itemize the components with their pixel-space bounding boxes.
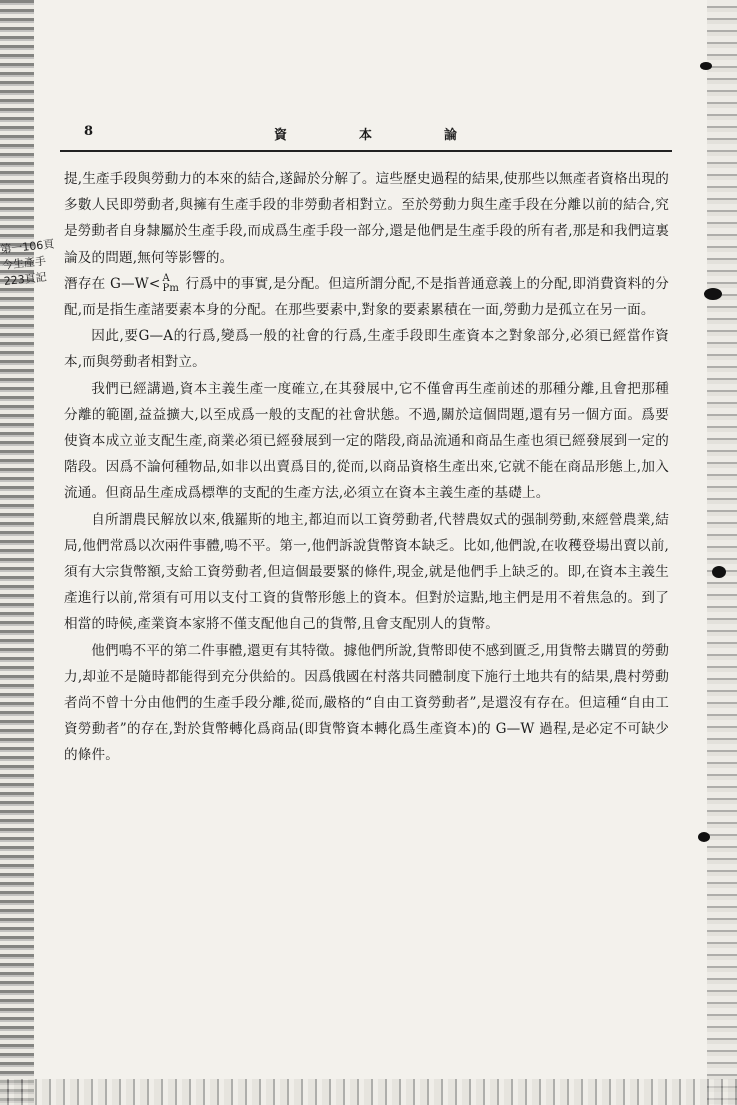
header-rule: [60, 150, 672, 152]
page-number: 8: [84, 124, 94, 139]
paragraph: 因此,要G—A的行爲,變爲一般的社會的行爲,生產手段即生產資本之對象部分,必須已經當作資本,而與勞動者相對立。: [64, 328, 669, 371]
margin-note-line: 第一106頁: [0, 237, 55, 257]
ink-blot: [712, 566, 726, 578]
scan-edge-bottom: [0, 1079, 737, 1105]
running-header: [84, 124, 664, 146]
formula-fraction: [162, 274, 179, 294]
paragraph: 提,生產手段與勞動力的本來的結合,遂歸於分解了。這些歷史過程的結果,使那些以無產者資格出現的多數人民即勞動者,與擁有生產手段的非勞動者相對立。至於勞動力與生產手段在分離以前的結合,究是勞動者自身隸屬於生產手段,而成爲生產手段一部分,還是他們是生產手段的所有者,那是和我們這裏論及的問題,無何等影響的。: [64, 171, 669, 266]
scan-edge-right: [707, 0, 737, 1105]
paragraph-formula: [64, 271, 669, 323]
paragraph: 自所謂農民解放以來,俄羅斯的地主,都迫而以工資勞動者,代替農奴式的强制勞動,來經營農業,結局,他們常爲以次兩件事體,鳴不平。第一,他們訴說貨幣資本缺乏。比如,他們說,在收穫登場出賣以前,須有大宗貨幣額,支給工資勞動者,但這個最要緊的條件,現金,就是他們手上缺乏的。即,在資本主義生產進行以前,常須有可用以支付工資的貨幣形態上的資本。但對於這點,地主們是用不着焦急的。到了相當的時候,產業資本家將不僅支配他自己的貨幣,且會支配別人的貨幣。: [64, 511, 669, 633]
margin-note-line: 今生產手: [1, 254, 47, 273]
formula-pre: 潛存在 G—W<: [64, 275, 161, 292]
book-title: 資本論: [274, 128, 530, 143]
ink-blot: [698, 832, 710, 842]
scan-edge-left: [0, 0, 34, 1105]
body-text: [64, 166, 669, 769]
ink-blot: [700, 62, 712, 70]
fraction-bottom: Pm: [162, 283, 179, 295]
ink-blot: [704, 288, 722, 300]
margin-note-line: 223頁記: [3, 270, 48, 288]
paragraph: 我們已經講過,資本主義生產一度確立,在其發展中,它不僅會再生產前述的那種分離,且會把那種分離的範圍,益益擴大,以至成爲一般的支配的社會狀態。不過,關於這個問題,還有另一個方面。爲要使資本成立並支配生產,商業必須已經發展到一定的階段,商品流通和商品生產也須已經發展到一定的階段。因爲不論何種物品,如非以出賣爲目的,從而,以商品資格生產出來,它就不能在商品形態上,加入流通。但商品生產成爲標準的支配的生產方法,必須立在資本主義生產的基礎上。: [64, 380, 669, 502]
formula-post: 行爲中的事實,是分配。但這所謂分配,不是指普通意義上的分配,即消費資料的分配,而是指生產諸要素本身的分配。在那些要素中,對象的要素累積在一面,勞動力是孤立在另一面。: [64, 275, 669, 319]
fraction-top: A: [162, 273, 170, 285]
paragraph: 他們鳴不平的第二件事體,還更有其特徵。據他們所說,貨幣即使不感到匱乏,用貨幣去購買的勞動力,却並不是隨時都能得到充分供給的。因爲俄國在村落共同體制度下施行土地共有的結果,農村勞動者尚不曾十分由他們的生產手段分離,從而,嚴格的“自由工資勞動者”,是還沒有存在。但這種“自由工資勞動者”的存在,對於貨幣轉化爲商品(即貨幣資本轉化爲生產資本)的 G—W 過程,是必定不可缺少的條件。: [64, 642, 669, 764]
